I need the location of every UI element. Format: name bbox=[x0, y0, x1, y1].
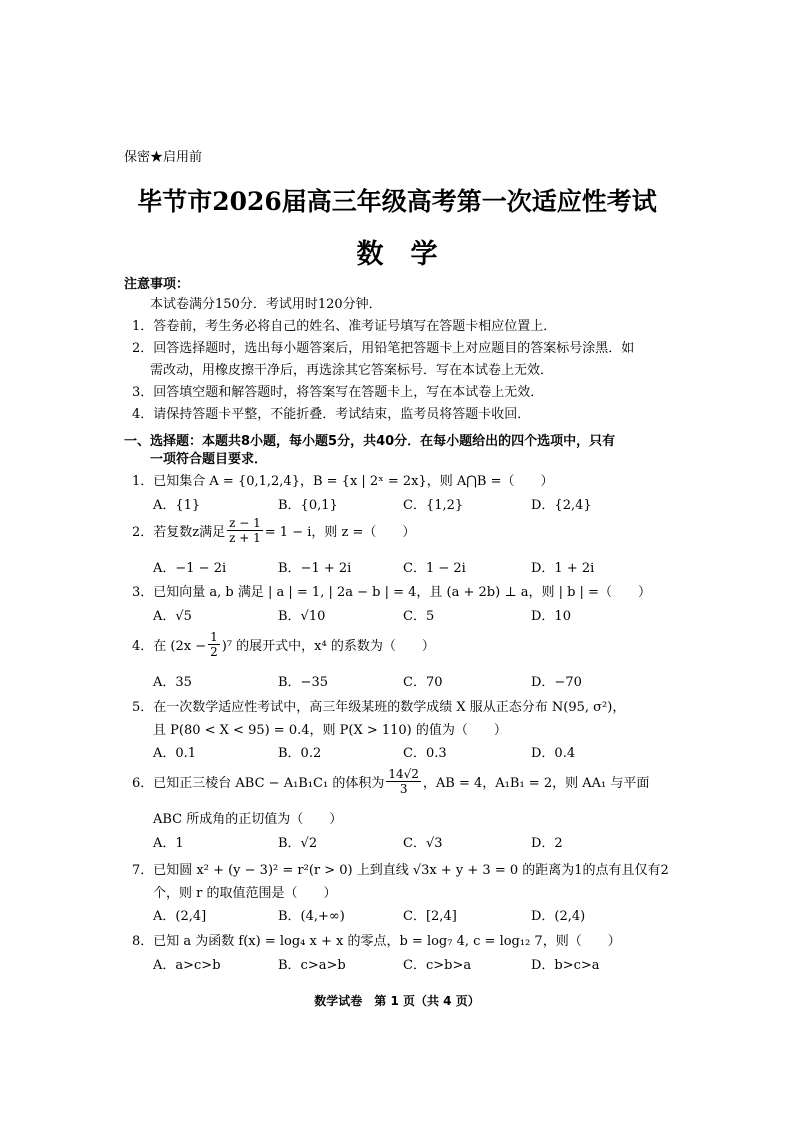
stem-text: = 1 − i，则 z =（ ） bbox=[264, 525, 416, 540]
option-a: A．35 bbox=[153, 675, 192, 690]
option-a: A．a>c>b bbox=[153, 958, 221, 973]
option-c: C．c>b>a bbox=[403, 958, 472, 973]
subject-title: 数 学 bbox=[356, 239, 438, 270]
notice-item: 2．回答选择题时，选出每小题答案后，用铅笔把答题卡上对应题目的答案标号涂黑．如 bbox=[132, 341, 635, 356]
question-3-stem: 3．已知向量 a, b 满足 | a | = 1, | 2a − b | = 4，且 (a + 2b) ⊥ a，则 | b | =（ ） bbox=[132, 585, 651, 600]
option-d: D．(2,4) bbox=[531, 909, 586, 924]
option-c: C．0.3 bbox=[403, 746, 447, 761]
option-c: C．√3 bbox=[403, 836, 443, 851]
fraction-denominator: 2 bbox=[210, 645, 218, 659]
notice-item: 3．回答填空题和解答题时，将答案写在答题卡上，写在本试卷上无效． bbox=[132, 385, 544, 400]
option-b: B．0.2 bbox=[278, 746, 322, 761]
notice-item: 需改动，用橡皮擦干净后，再选涂其它答案标号．写在本试卷上无效． bbox=[150, 363, 554, 378]
fraction-denominator: z + 1 bbox=[229, 531, 261, 545]
page-footer: 数学试卷 第 1 页（共 4 页） bbox=[314, 994, 480, 1008]
question-5-stem-cont: 且 P(80 < X < 95) = 0.4，则 P(X > 110) 的值为（ ） bbox=[153, 723, 507, 738]
option-b: B．(4,+∞) bbox=[278, 909, 345, 924]
question-4-stem bbox=[132, 630, 435, 659]
fraction-numerator: 1 bbox=[210, 630, 218, 644]
fraction bbox=[386, 767, 421, 796]
option-b: B．√10 bbox=[278, 609, 326, 624]
fraction-numerator: z − 1 bbox=[229, 516, 261, 530]
stem-text: 6．已知正三棱台 ABC − A₁B₁C₁ 的体积为 bbox=[132, 776, 385, 791]
stem-text: 4．在 (2x − bbox=[132, 639, 207, 654]
option-a: A．0.1 bbox=[153, 746, 197, 761]
notice-intro: 本试卷满分150分．考试用时120分钟． bbox=[150, 297, 382, 312]
question-6-stem-cont: ABC 所成角的正切值为（ ） bbox=[153, 812, 343, 827]
stem-text: )⁷ 的展开式中，x⁴ 的系数为（ ） bbox=[221, 639, 435, 654]
option-b: B．c>a>b bbox=[278, 958, 346, 973]
option-b: B．√2 bbox=[278, 836, 318, 851]
option-c: C．5 bbox=[403, 609, 435, 624]
option-a: A．(2,4] bbox=[153, 909, 207, 924]
option-a: A．−1 − 2i bbox=[153, 561, 227, 576]
option-d: D．10 bbox=[531, 609, 571, 624]
option-c: C．70 bbox=[403, 675, 443, 690]
exam-title: 毕节市2026届高三年级高考第一次适应性考试 bbox=[137, 187, 657, 216]
question-5-stem: 5．在一次数学适应性考试中，高三年级某班的数学成绩 X 服从正态分布 N(95, σ²)， bbox=[132, 700, 626, 715]
notice-item: 4．请保持答题卡平整，不能折叠．考试结束，监考员将答题卡收回． bbox=[132, 407, 531, 422]
question-6-stem bbox=[132, 767, 649, 796]
option-d: D．−70 bbox=[531, 675, 582, 690]
question-2-stem bbox=[132, 516, 415, 545]
question-7-stem-cont: 个，则 r 的取值范围是（ ） bbox=[153, 886, 337, 901]
fraction-numerator: 14√2 bbox=[388, 767, 419, 781]
option-a: A．{1} bbox=[153, 498, 201, 513]
option-b: B．−35 bbox=[278, 675, 328, 690]
option-d: D．{2,4} bbox=[531, 498, 592, 513]
option-d: D．b>c>a bbox=[531, 958, 600, 973]
option-b: B．−1 + 2i bbox=[278, 561, 352, 576]
option-d: D．0.4 bbox=[531, 746, 576, 761]
option-c: C．{1,2} bbox=[403, 498, 464, 513]
section-heading-cont: 一项符合题目要求． bbox=[150, 452, 268, 467]
stem-text: 2．若复数z满足 bbox=[132, 525, 226, 540]
option-c: C．[2,4] bbox=[403, 909, 457, 924]
question-1-stem: 1．已知集合 A = {0,1,2,4}，B = {x | 2ˣ = 2x}，则 A⋂B =（ ） bbox=[132, 474, 554, 489]
notice-heading: 注意事项： bbox=[124, 277, 190, 292]
option-d: D．2 bbox=[531, 836, 563, 851]
option-a: A．√5 bbox=[153, 609, 192, 624]
question-7-stem: 7．已知圆 x² + (y − 3)² = r²(r > 0) 上到直线 √3x + y + 3 = 0 的距离为1的点有且仅有2 bbox=[132, 863, 669, 878]
section-heading: 一、选择题：本题共8小题，每小题5分，共40分．在每小题给出的四个选项中，只有 bbox=[124, 434, 616, 449]
question-8-stem: 8．已知 a 为函数 f(x) = log₄ x + x 的零点，b = log₇ 4, c = log₁₂ 7，则（ ） bbox=[132, 934, 621, 949]
notice-item: 1．答卷前，考生务必将自己的姓名、准考证号填写在答题卡相应位置上． bbox=[132, 319, 557, 334]
fraction bbox=[227, 516, 263, 545]
option-d: D．1 + 2i bbox=[531, 561, 595, 576]
confidential-label: 保密★启用前 bbox=[124, 150, 203, 165]
option-c: C．1 − 2i bbox=[403, 561, 466, 576]
option-b: B．{0,1} bbox=[278, 498, 338, 513]
fraction bbox=[208, 630, 220, 659]
stem-text: ，AB = 4，A₁B₁ = 2，则 AA₁ 与平面 bbox=[422, 776, 650, 791]
fraction-denominator: 3 bbox=[399, 782, 408, 796]
option-a: A．1 bbox=[153, 836, 184, 851]
